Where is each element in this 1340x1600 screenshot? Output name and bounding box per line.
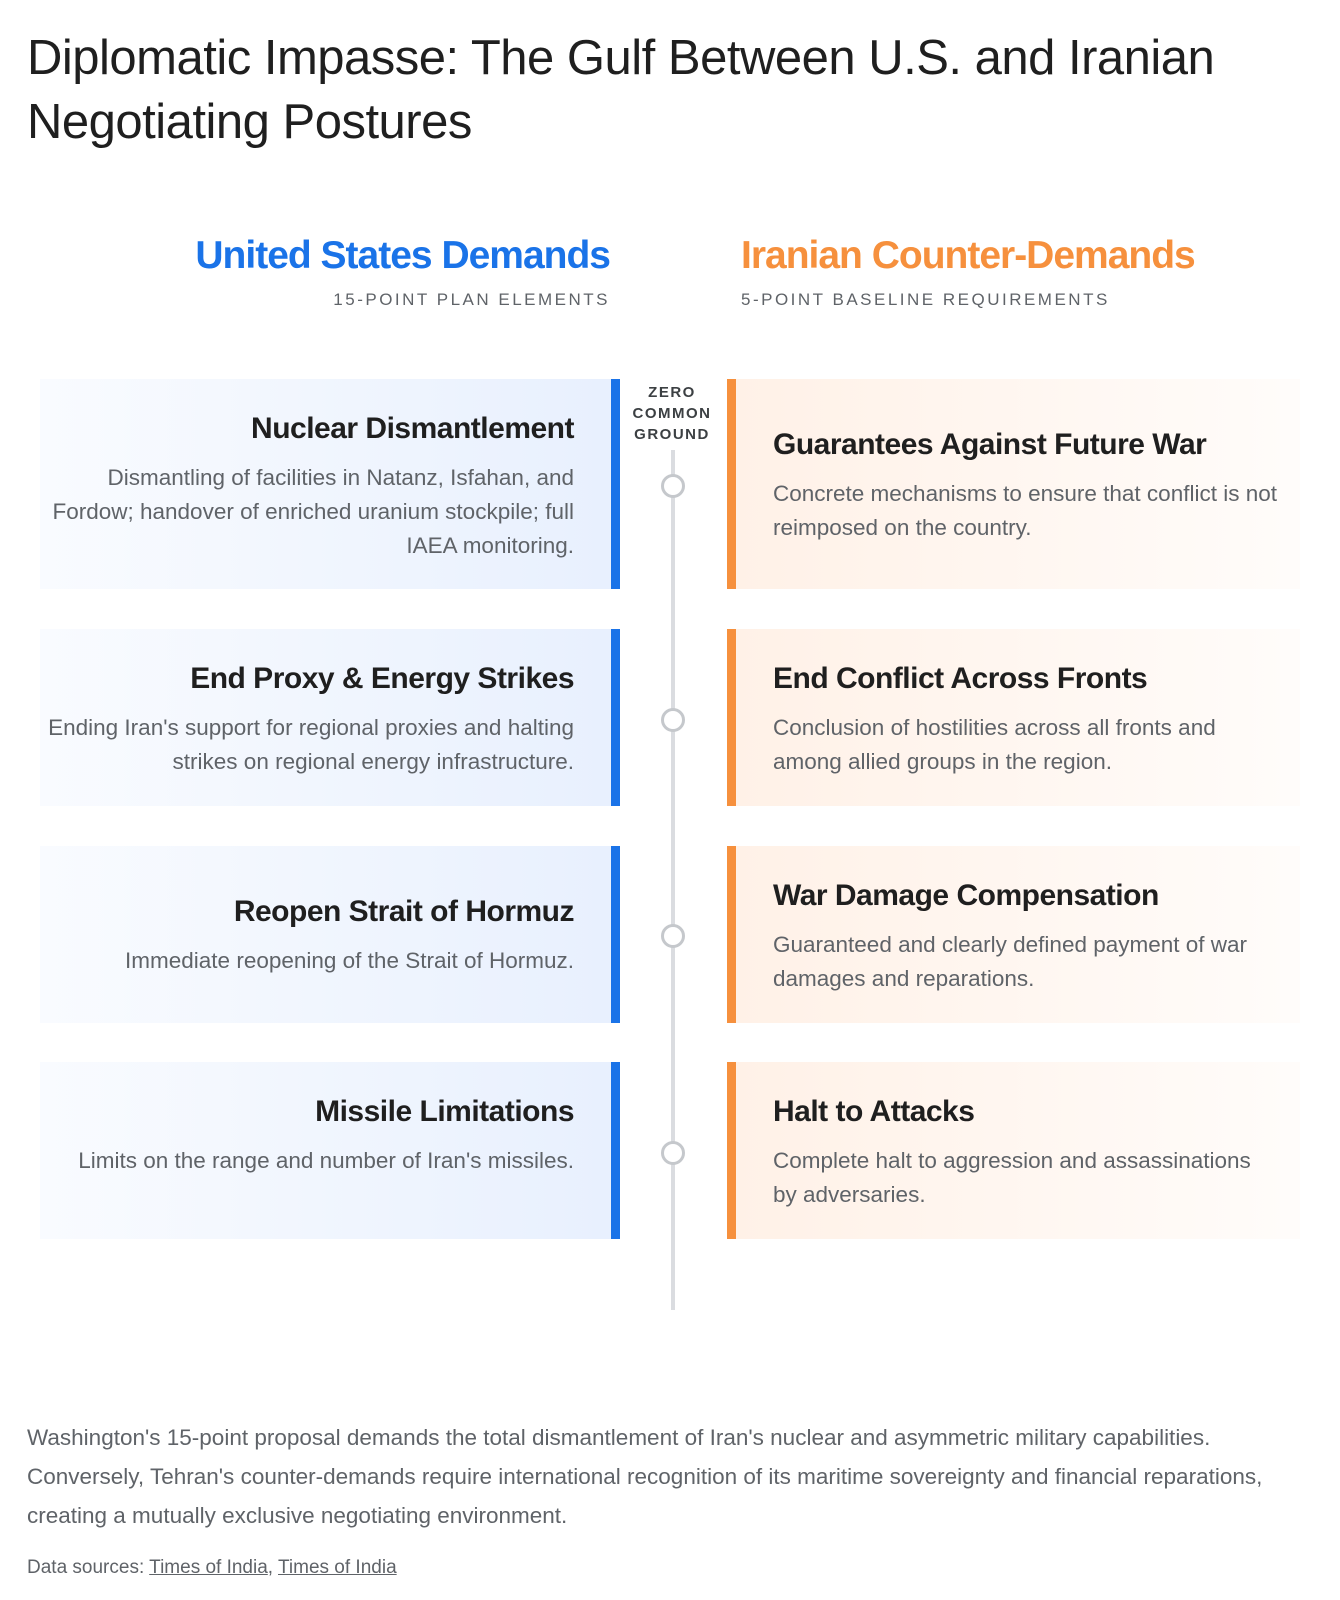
us-demand-title: Missile Limitations [315, 1095, 574, 1128]
iran-demand-desc: Conclusion of hostilities across all fronts and among allied groups in the region. [773, 715, 1216, 774]
iran-subheading: 5-POINT BASELINE REQUIREMENTS [741, 290, 1110, 309]
center-label-line: COMMON [632, 405, 712, 422]
axis-node [661, 708, 685, 732]
center-label-line: GROUND [634, 426, 710, 443]
page-title: Diplomatic Impasse: The Gulf Between U.S. and Iranian Negotiating Postures [27, 31, 1215, 149]
iran-demand-card [727, 629, 1300, 806]
iran-demand-title: Guarantees Against Future War [773, 428, 1207, 461]
us-demand-card [40, 379, 620, 589]
data-sources: Data sources: Times of India, Times of India [27, 1557, 397, 1578]
iran-demand-desc: Guaranteed and clearly defined payment of war damages and reparations. [773, 932, 1248, 991]
center-label [622, 382, 722, 445]
summary-text: Washington's 15-point proposal demands the total dismantlement of Iran's nuclear and asymmetric military capabilities. Conversely, Tehran's counter-demands require international recognition of its maritime sovereignty and financial reparations, creating a mutually exclusive negotiating environment. [27, 1425, 1263, 1528]
us-subheading: 15-POINT PLAN ELEMENTS [333, 290, 610, 309]
iran-column-header [741, 228, 1340, 310]
center-axis-line [671, 450, 675, 1310]
sources-label: Data sources: [27, 1557, 145, 1578]
axis-node [661, 474, 685, 498]
us-demand-title: Nuclear Dismantlement [251, 412, 574, 445]
axis-node [661, 1141, 685, 1165]
iran-demand-card [727, 379, 1300, 589]
us-demand-desc: Limits on the range and number of Iran's missiles. [78, 1148, 574, 1173]
us-demand-card [40, 629, 620, 806]
center-label-line: ZERO [648, 384, 696, 401]
us-demand-card [40, 1062, 620, 1239]
us-demand-title: Reopen Strait of Hormuz [233, 895, 574, 928]
iran-demand-desc: Complete halt to aggression and assassinations by adversaries. [773, 1148, 1251, 1207]
us-demand-card [40, 846, 620, 1023]
us-demand-desc: Ending Iran's support for regional proxies and halting strikes on regional energy infrastructure. [48, 715, 574, 774]
us-demand-desc: Dismantling of facilities in Natanz, Isfahan, and Fordow; handover of enriched uranium stockpile; full IAEA monitoring. [52, 465, 574, 558]
iran-demand-title: War Damage Compensation [773, 879, 1159, 912]
us-demand-title: End Proxy & Energy Strikes [190, 662, 574, 695]
us-demand-desc: Immediate reopening of the Strait of Hormuz. [125, 948, 574, 973]
source-link[interactable]: Times of India [278, 1557, 397, 1578]
us-column-header [10, 228, 610, 310]
iran-demand-title: End Conflict Across Fronts [773, 662, 1148, 695]
iran-heading: Iranian Counter-Demands [741, 234, 1195, 277]
iran-demand-title: Halt to Attacks [773, 1095, 975, 1128]
iran-demand-desc: Concrete mechanisms to ensure that conflict is not reimposed on the country. [773, 481, 1277, 540]
us-heading: United States Demands [195, 234, 610, 277]
axis-node [661, 924, 685, 948]
iran-demand-card [727, 846, 1300, 1023]
source-link[interactable]: Times of India [149, 1557, 268, 1578]
iran-demand-card [727, 1062, 1300, 1239]
